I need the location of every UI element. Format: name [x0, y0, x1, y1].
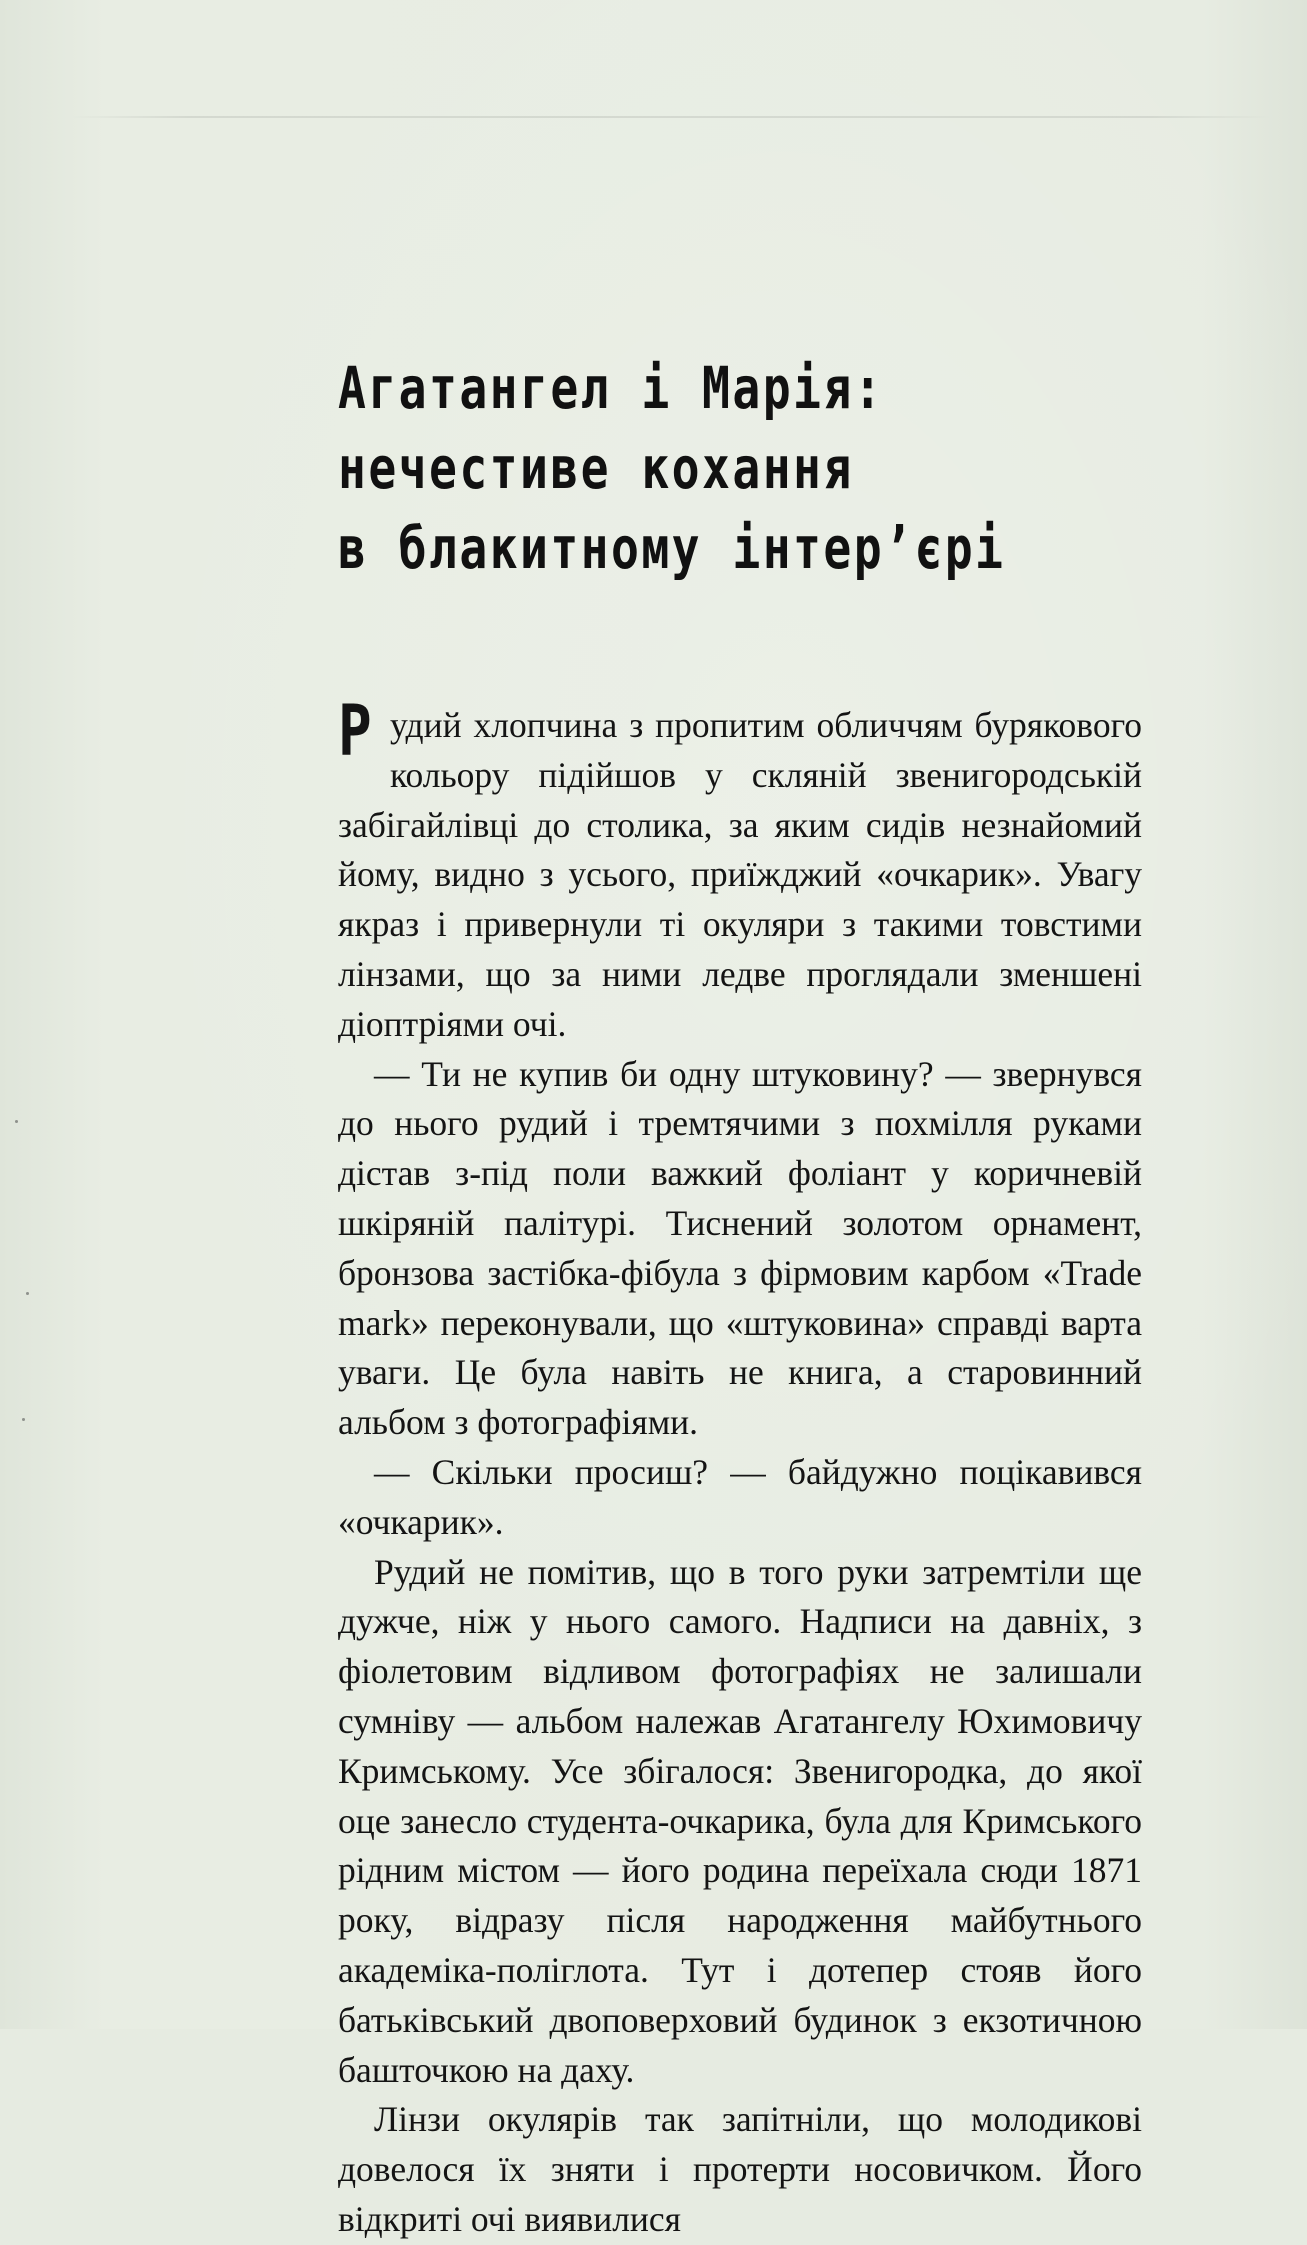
chapter-title-line-3: в блакитному інтер’єрі — [338, 514, 1006, 582]
paragraph-2: — Ти не купив би одну штуковину? — звернувся до нього рудий і тремтячими з похмілля руками дістав з-під поли важкий фоліант у коричневій шкіряній палітурі. Тиснений золотом орнамент, бронзова застібка-фібула з фірмовим карбом «Trade mark» переконували, що «штуковина» справді варта уваги. Це була навіть не книга, а старовинний альбом з фотографіями. — [338, 1053, 1142, 1443]
paper-speck — [26, 1292, 29, 1295]
chapter-title — [338, 348, 1042, 588]
paper-speck — [22, 1418, 25, 1421]
show-through-rule — [70, 116, 1270, 118]
paper-speck — [15, 1120, 18, 1123]
chapter-title-line-1: Агатангел і Марія: — [338, 354, 885, 422]
chapter-body — [338, 690, 1142, 2245]
drop-cap: Р — [338, 690, 372, 772]
chapter-title-line-2: нечестиве кохання — [338, 434, 854, 502]
paragraph-3: — Скільки просиш? — байдужно поцікавився «очкарик». — [338, 1451, 1142, 1542]
paragraph-5: Лінзи окулярів так запітніли, що молодикові довелося їх зняти і протерти носовичком. Його відкриті очі виявилися — [338, 2099, 1142, 2239]
paragraph-4: Рудий не помітив, що в того руки затремтіли ще дужче, ніж у нього самого. Надписи на давніх, з фіолетовим відливом фотографіях не залишали сумніву — альбом належав Агатангелу Юхимовичу Кримському. Усе збігалося: Звенигородка, до якої оце занесло студента-очкарика, була для Кримського рідним містом — його родина переїхала сюди 1871 року, відразу після народження майбутнього академіка-поліглота. Тут і дотепер стояв його батьківський двоповерховий будинок з екзотичною башточкою на даху. — [338, 1551, 1142, 2090]
paragraph-1 — [338, 690, 1142, 1050]
paragraph-1-text: удий хлопчина з пропитим обличчям бурякового кольору підійшов у скляній звенигородській забігайлівці до столика, за яким сидів незнайомий йому, видно з усього, приїжджий «очкарик». Увагу якраз і привернули ті окуляри з такими товстими лінзами, що за ними ледве проглядали зменшені діоптріями очі. — [338, 705, 1142, 1044]
